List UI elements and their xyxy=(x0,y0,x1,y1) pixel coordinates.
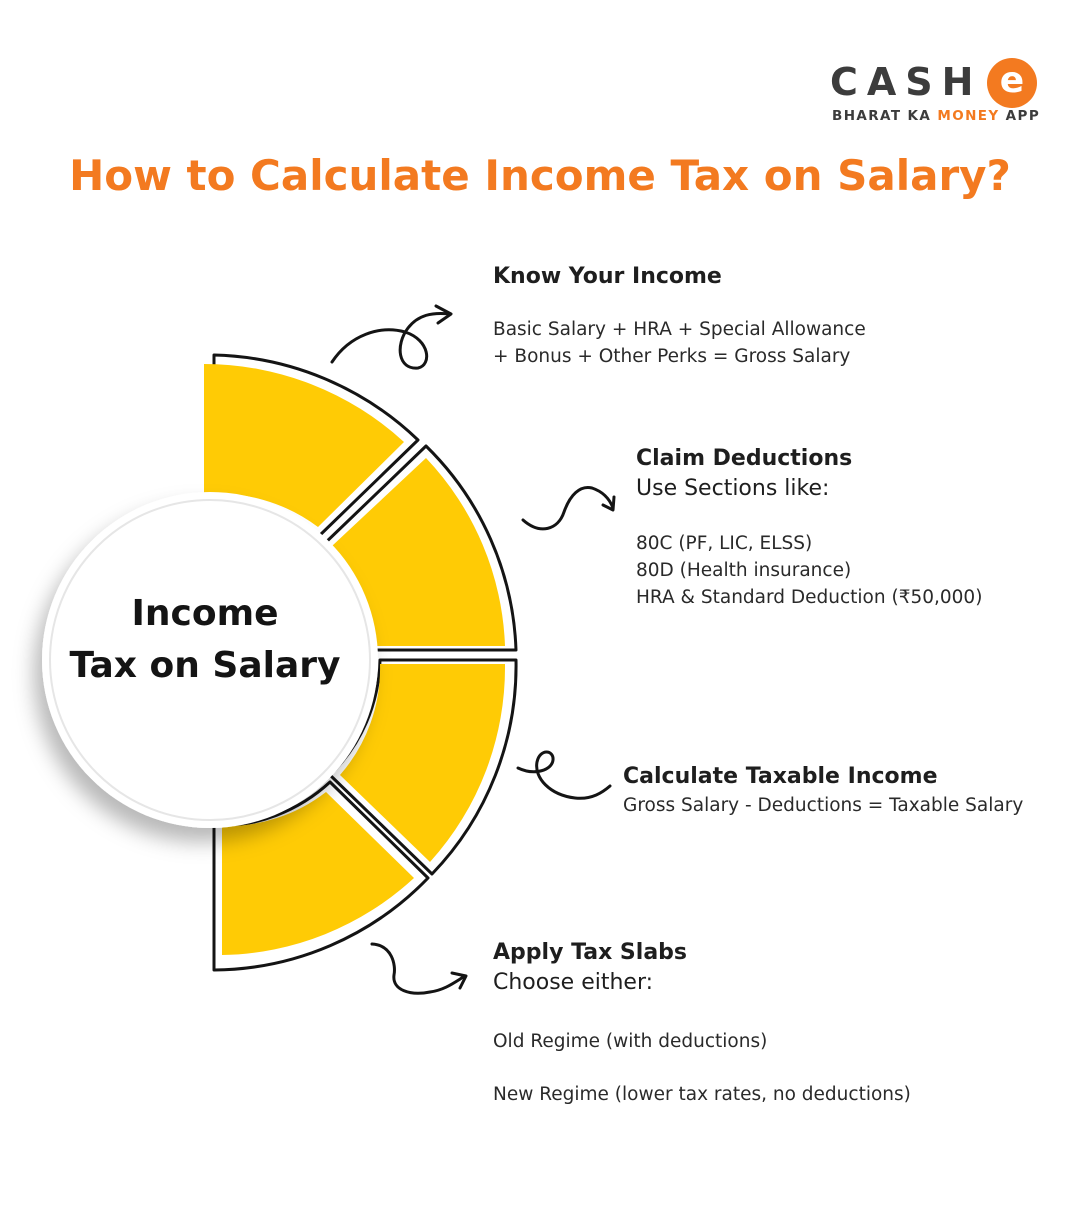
step-line: Old Regime (with deductions) xyxy=(493,1031,768,1052)
swirl-arrow-icon xyxy=(332,306,451,368)
step-subheading: Choose either: xyxy=(493,970,654,995)
step-calculate-taxable-income xyxy=(623,762,1023,819)
step-heading: Claim Deductions xyxy=(636,446,853,471)
step-line: 80D (Health insurance) xyxy=(636,560,852,581)
step-line: Gross Salary - Deductions = Taxable Salary xyxy=(623,795,1024,816)
tagline-part2: APP xyxy=(999,108,1041,124)
step-heading: Calculate Taxable Income xyxy=(623,764,938,789)
step-claim-deductions xyxy=(636,444,982,611)
step-know-your-income xyxy=(493,262,866,370)
step-heading: Apply Tax Slabs xyxy=(493,940,688,965)
center-label-line2: Tax on Salary xyxy=(69,645,341,686)
step-subheading: Use Sections like: xyxy=(636,476,830,501)
logo-wordmark: CASH xyxy=(830,60,983,104)
step-line: + Bonus + Other Perks = Gross Salary xyxy=(493,346,851,367)
swirl-arrow-icon xyxy=(523,487,614,528)
page-title: How to Calculate Income Tax on Salary? xyxy=(69,151,1011,200)
step-line: Basic Salary + HRA + Special Allowance xyxy=(493,319,866,340)
step-heading: Know Your Income xyxy=(493,264,722,289)
step-line: 80C (PF, LIC, ELSS) xyxy=(636,533,813,554)
swirl-arrow-icon xyxy=(372,944,466,993)
step-line: HRA & Standard Deduction (₹50,000) xyxy=(636,587,983,608)
center-label xyxy=(55,588,355,692)
step-apply-tax-slabs xyxy=(493,938,911,1108)
tagline-accent: MONEY xyxy=(937,108,1000,124)
tagline-part1: BHARAT KA xyxy=(832,108,938,124)
logo-e-badge-icon: e xyxy=(987,58,1037,108)
center-label-line1: Income xyxy=(131,593,279,634)
step-line: New Regime (lower tax rates, no deductions) xyxy=(493,1084,911,1105)
swirl-arrow-icon xyxy=(518,752,610,798)
